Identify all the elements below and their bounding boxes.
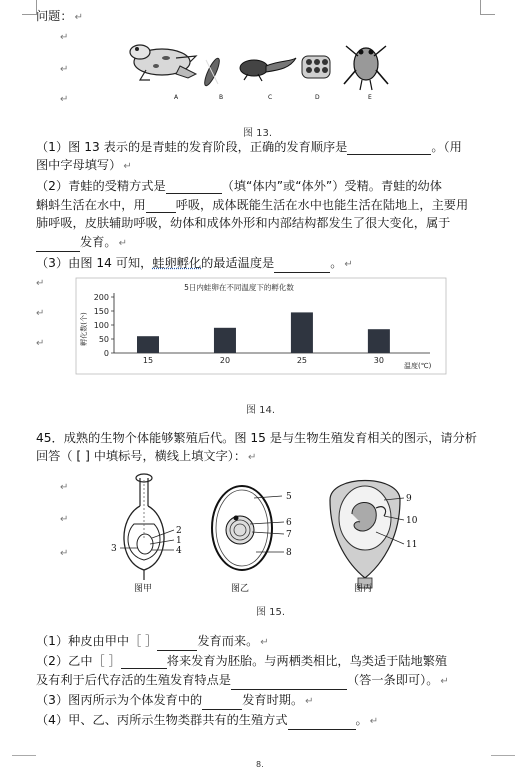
- chart-x-tick-label: 20: [219, 356, 231, 365]
- paragraph-mark-icon: ↵: [60, 548, 69, 559]
- answer-blank[interactable]: [347, 142, 431, 155]
- uterus-label-9: 9: [406, 494, 412, 504]
- chart-y-tick-label: 200: [93, 293, 109, 302]
- q45-part2-text: （2）乙中［ ］: [36, 654, 121, 668]
- answer-blank[interactable]: [146, 200, 176, 213]
- figure-13-caption: 图 13.: [243, 128, 273, 139]
- chart-bar: [214, 328, 236, 353]
- q44-part1-line1: [36, 139, 462, 155]
- chart-y-tick-label: 150: [93, 307, 109, 316]
- frog-egg-strand-illustration: [202, 57, 222, 88]
- chart-bar: [137, 336, 159, 353]
- q45-part1-text: （1）种皮由甲中［ ］: [36, 634, 158, 648]
- paragraph-mark-icon: ↵: [60, 482, 69, 493]
- paragraph-mark-icon: ↵: [305, 696, 314, 707]
- q44-part1-text-cont: 图中字母填写）: [36, 158, 122, 172]
- q44-part3-text-b: 的最适温度是: [201, 256, 275, 270]
- bird-egg-diagram: [212, 486, 292, 594]
- footer-rule-right: [491, 755, 515, 756]
- chart-x-tick-label: 15: [142, 356, 154, 365]
- uterus-fetus-diagram: [330, 481, 418, 595]
- q44-part2-line4: [36, 234, 127, 252]
- q44-part1-line2: [36, 157, 132, 175]
- q44-part2-line1: [36, 178, 442, 194]
- chart-frame: [76, 278, 446, 374]
- figure-14-caption: 图 14.: [246, 405, 276, 416]
- paragraph-mark-icon: ↵: [36, 308, 45, 319]
- chart-x-tick-label: 30: [373, 356, 384, 365]
- stage-label-d: D: [315, 94, 320, 101]
- q44-part3-text-c: 。: [330, 256, 343, 270]
- froglet-illustration: [344, 46, 388, 90]
- header-label: 问题：: [36, 9, 73, 23]
- answer-blank[interactable]: [36, 239, 80, 252]
- answer-blank[interactable]: [288, 717, 356, 730]
- answer-blank[interactable]: [202, 697, 242, 710]
- q44-part1-text: （1）图 13 表示的是青蛙的发育阶段，正确的发育顺序是: [36, 140, 348, 154]
- chart-x-axis-label: 温度(℃): [404, 362, 432, 370]
- paragraph-mark-icon: ↵: [118, 238, 127, 249]
- stage-label-e: E: [368, 94, 372, 101]
- q45-part2-line2: [36, 672, 449, 690]
- chart-bar: [291, 312, 313, 353]
- egg-cluster-illustration: [302, 56, 330, 78]
- chart-x-tick-label: 25: [296, 356, 308, 365]
- q45-part1-text-b: 发育而来。: [197, 634, 259, 648]
- paragraph-mark-icon: ↵: [440, 676, 449, 687]
- chart-y-axis-label: 孵化数(个): [80, 312, 88, 346]
- stage-label-b: B: [219, 94, 224, 101]
- q44-part3-underlined-word: 蛙卵孵化: [152, 256, 202, 270]
- paragraph-mark-icon: ↵: [369, 716, 379, 727]
- q44-part2-line2: [36, 197, 468, 213]
- answer-blank[interactable]: [166, 181, 222, 194]
- q44-part2-text-d: 呼吸，成体既能生活在水中也能生活在陆地上，主要用: [175, 198, 469, 212]
- answer-blank[interactable]: [274, 260, 330, 273]
- flower-label-3: 3: [111, 544, 117, 554]
- q44-part2-text-f: 发育。: [80, 235, 117, 249]
- flower-label-2: 2: [176, 526, 182, 536]
- paragraph-mark-icon: ↵: [60, 32, 69, 43]
- panel-label-bing: 图丙: [354, 584, 373, 594]
- q45-part3: [36, 692, 314, 710]
- q45-intro-text: 45．成熟的生物个体能够繁殖后代。图 15 是与生物生殖发育相关的图示，请分析: [36, 431, 477, 445]
- paragraph-mark-icon: ↵: [60, 514, 69, 525]
- flower-label-4: 4: [176, 546, 182, 556]
- pistil-diagram: [111, 474, 182, 594]
- q45-part1: [36, 633, 269, 651]
- q45-intro-line2: [36, 448, 256, 466]
- stage-label-c: C: [268, 94, 273, 101]
- q45-intro-line1: [36, 430, 477, 446]
- q45-part3-text: （3）图丙所示为个体发育中的: [36, 693, 203, 707]
- footer-rule-left: [12, 755, 36, 756]
- q44-part2-line3: [36, 215, 450, 231]
- q45-part2-text-b: 将来发育为胚胎。与两栖类相比，鸟类适于陆地繁殖: [166, 654, 448, 668]
- tadpole-illustration: [240, 58, 296, 81]
- q45-part4: [36, 712, 378, 730]
- paragraph-mark-icon: ↵: [36, 278, 45, 289]
- paragraph-mark-icon: ↵: [36, 338, 45, 349]
- answer-blank[interactable]: [157, 638, 197, 651]
- q44-part2-text: （2）青蛙的受精方式是: [36, 179, 166, 193]
- panel-label-yi: 图乙: [231, 584, 250, 594]
- q44-part3: [36, 255, 353, 273]
- stage-label-a: A: [174, 94, 179, 101]
- answer-blank[interactable]: [231, 677, 347, 690]
- answer-blank[interactable]: [121, 656, 167, 669]
- egg-label-8: 8: [286, 548, 292, 558]
- q44-part1-text-end: 。（用: [431, 140, 462, 154]
- q45-part2-text-c: 及有利于后代存活的生殖发育特点是: [36, 673, 231, 687]
- q45-part4-text: （4）甲、乙、丙所示生物类群共有的生殖方式: [36, 713, 288, 727]
- q44-part2-text-b: （填“体内”或“体外”）受精。青蛙的幼体: [221, 179, 442, 193]
- paragraph-mark-icon: ↵: [60, 94, 69, 105]
- paragraph-mark-icon: ↵: [123, 161, 132, 172]
- uterus-label-10: 10: [406, 516, 418, 526]
- q45-intro-text-cont: 回答（ [ ] 中填标号，横线上填文字）：: [36, 449, 247, 463]
- q45-part2-text-d: （答一条即可）。: [347, 673, 439, 687]
- paragraph-mark-icon: ↵: [60, 64, 69, 75]
- adult-frog-illustration: [130, 45, 196, 80]
- chart-bar: [368, 329, 390, 353]
- q45-part3-text-b: 发育时期。: [242, 693, 304, 707]
- egg-label-7: 7: [286, 530, 292, 540]
- egg-label-6: 6: [286, 518, 292, 528]
- uterus-label-11: 11: [406, 540, 418, 550]
- paragraph-mark-icon: ↵: [248, 452, 257, 463]
- chart-y-tick-label: 100: [93, 321, 109, 330]
- q45-part2-line1: [36, 653, 447, 669]
- chart-title: 5日内蛙卵在不同温度下的孵化数: [184, 283, 294, 292]
- chart-y-tick-label: 0: [103, 349, 109, 358]
- q45-part4-text-b: 。: [355, 713, 368, 727]
- paragraph-mark-icon: ↵: [260, 637, 269, 648]
- paragraph-mark-icon: ↵: [344, 259, 353, 270]
- egg-label-5: 5: [286, 492, 292, 502]
- panel-label-jia: 图甲: [134, 584, 153, 594]
- q44-part2-text-e: 肺呼吸，皮肤辅助呼吸，幼体和成体外形和内部结构都发生了很大变化，属于: [36, 216, 451, 230]
- paragraph-mark-icon: ↵: [74, 12, 83, 23]
- flower-label-1: 1: [176, 536, 182, 546]
- chart-y-tick-label: 50: [98, 335, 109, 344]
- page-number: 8.: [256, 760, 264, 769]
- q44-part3-text: （3）由图 14 可知，: [36, 256, 153, 270]
- q44-part2-text-c: 蝌蚪生活在水中，用: [36, 198, 146, 212]
- figure-15-caption: 图 15.: [256, 607, 286, 618]
